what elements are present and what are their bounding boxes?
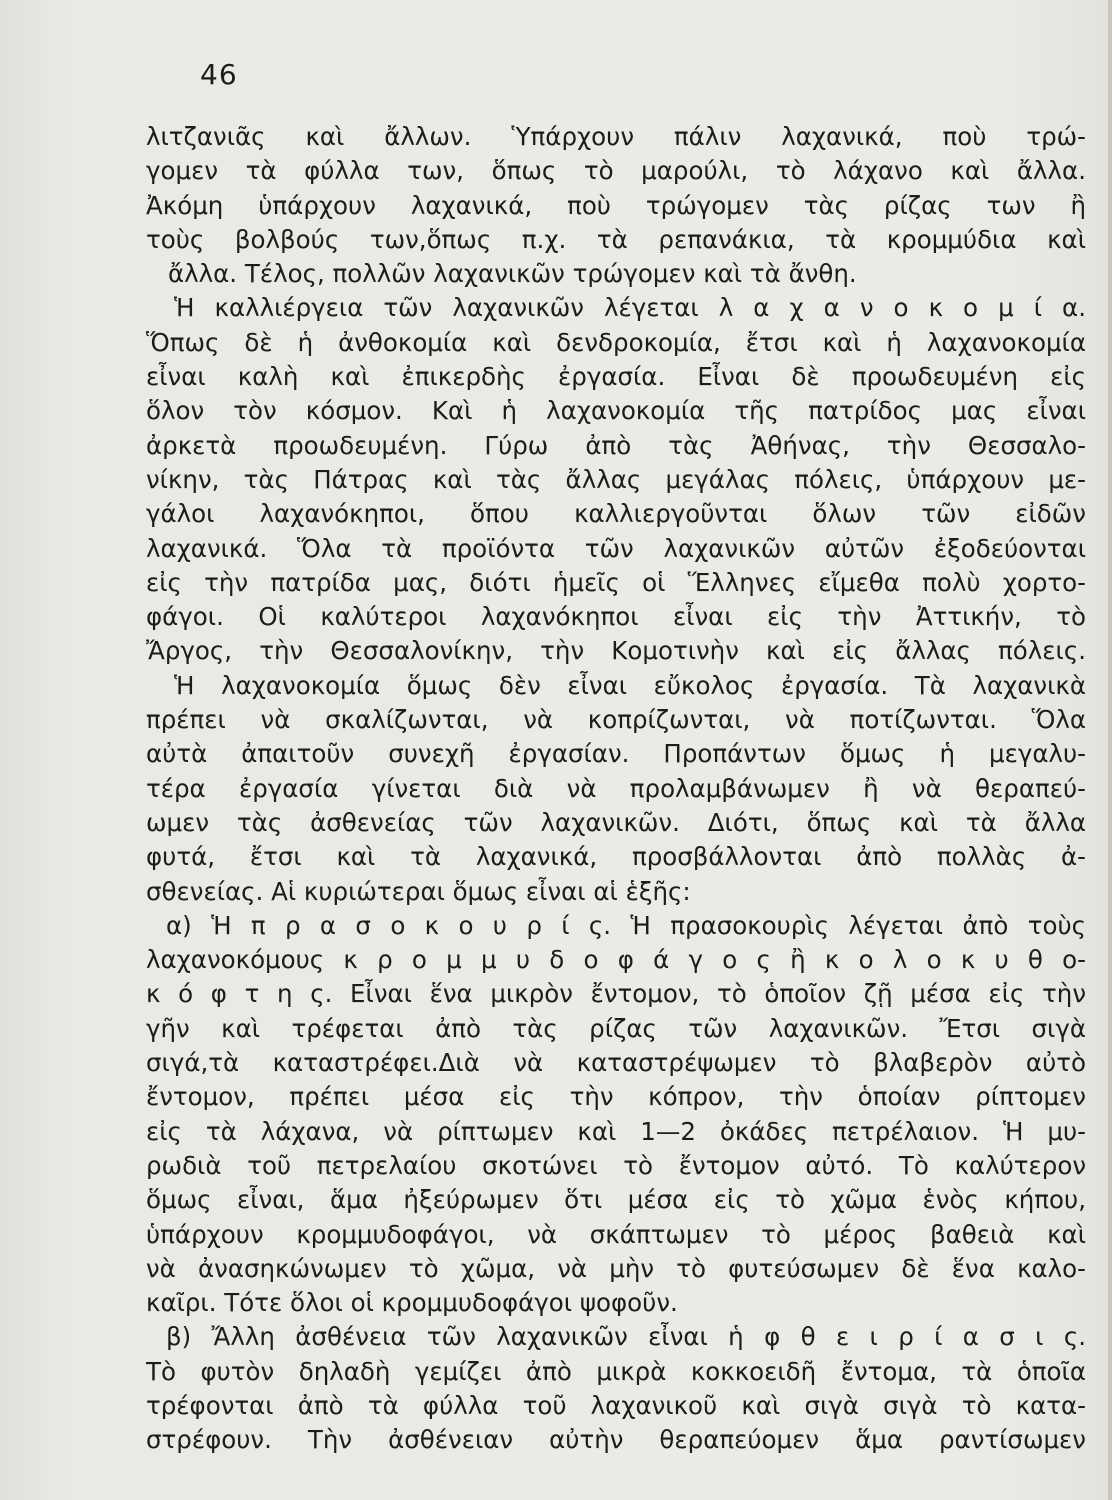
text-line: ὅλον τὸν κόσμον. Καὶ ἡ λαχανοκομία τῆς πατρίδος μας εἶναι: [146, 396, 1086, 426]
text-line: ἀρκετὰ προωδευμένη. Γύρω ἀπὸ τὰς Ἀθήνας, τὴν Θεσσαλο-: [146, 430, 1086, 460]
text-line: λαχανοκόμους κ ρ ο μ μ υ δ ο φ ά γ ο ς ἢ κ ο λ ο κ υ θ ο-: [146, 945, 1086, 975]
text-line: β) Ἄλλη ἀσθένεια τῶν λαχανικῶν εἶναι ἡ φ θ ε ι ρ ί α σ ι ς.: [166, 1322, 1086, 1352]
text-line: ρωδιὰ τοῦ πετρελαίου σκοτώνει τὸ ἔντομον αὐτό. Τὸ καλύτερον: [146, 1150, 1086, 1180]
text-line: καῖρι. Τότε ὅλοι οἱ κρομμυδοφάγοι ψοφοῦν.: [146, 1288, 678, 1318]
text-line: ωμεν τὰς ἀσθενείας τῶν λαχανικῶν. Διότι, ὅπως καὶ τὰ ἄλλα: [146, 807, 1086, 837]
text-line: Ἡ λαχανοκομία ὅμως δὲν εἶναι εὔκολος ἐργασία. Τὰ λαχανικὰ: [174, 670, 1086, 700]
text-line: λιτζανιᾶς καὶ ἄλλων. Ὑπάρχουν πάλιν λαχανικά, ποὺ τρώ-: [146, 122, 1086, 151]
text-line: σιγά,τὰ καταστρέφει.Διὰ νὰ καταστρέψωμεν τὸ βλαβερὸν αὐτὸ: [146, 1048, 1086, 1078]
text-line: Ὅπως δὲ ἡ ἀνθοκομία καὶ δενδροκομία, ἔτσι καὶ ἡ λαχανοκομία: [146, 327, 1086, 357]
page-edge-shadow: [1108, 0, 1112, 1500]
text-line: γομεν τὰ φύλλα των, ὅπως τὸ μαρούλι, τὸ λάχανο καὶ ἄλλα.: [146, 156, 1086, 186]
text-line: εἰς τὴν πατρίδα μας, διότι ἡμεῖς οἱ Ἕλληνες εἴμεθα πολὺ χορτο-: [146, 567, 1086, 597]
text-line: κ ό φ τ η ς. Εἶναι ἕνα μικρὸν ἔντομον, τὸ ὁποῖον ζῇ μέσα εἰς τὴν: [146, 979, 1086, 1009]
text-line: στρέφουν. Τὴν ἀσθένειαν αὐτὴν θεραπεύομεν ἅμα ραντίσωμεν: [146, 1425, 1086, 1455]
text-line: Ἡ καλλιέργεια τῶν λαχανικῶν λέγεται λ α χ α ν ο κ ο μ ί α.: [174, 293, 1086, 323]
text-line: τρέφονται ἀπὸ τὰ φύλλα τοῦ λαχανικοῦ καὶ σιγὰ σιγὰ τὸ κατα-: [146, 1390, 1086, 1420]
text-line: φυτά, ἔτσι καὶ τὰ λαχανικά, προσβάλλονται ἀπὸ πολλὰς ἀ-: [146, 842, 1086, 872]
text-line: λαχανικά. Ὅλα τὰ προϊόντα τῶν λαχανικῶν αὐτῶν ἐξοδεύονται: [146, 533, 1086, 563]
text-line: φάγοι. Οἱ καλύτεροι λαχανόκηποι εἶναι εἰς τὴν Ἀττικήν, τὸ: [146, 602, 1086, 632]
text-line: γῆν καὶ τρέφεται ἀπὸ τὰς ρίζας τῶν λαχανικῶν. Ἔτσι σιγὰ: [146, 1013, 1086, 1043]
text-line: αὐτὰ ἀπαιτοῦν συνεχῆ ἐργασίαν. Προπάντων ὅμως ἡ μεγαλυ-: [146, 739, 1086, 769]
text-line: εἶναι καλὴ καὶ ἐπικερδὴς ἐργασία. Εἶναι δὲ προωδευμένη εἰς: [146, 362, 1086, 392]
text-line: γάλοι λαχανόκηποι, ὅπου καλλιεργοῦνται ὅλων τῶν εἰδῶν: [146, 499, 1086, 529]
text-line: πρέπει νὰ σκαλίζωνται, νὰ κοπρίζωνται, νὰ ποτίζωνται. Ὅλα: [146, 705, 1086, 735]
text-line: ὑπάρχουν κρομμυδοφάγοι, νὰ σκάπτωμεν τὸ μέρος βαθειὰ καὶ: [146, 1219, 1086, 1249]
text-line: σθενείας. Αἱ κυριώτεραι ὅμως εἶναι αἱ ἑξῆς:: [146, 876, 691, 906]
text-line: νὰ ἀνασηκώνωμεν τὸ χῶμα, νὰ μὴν τὸ φυτεύσωμεν δὲ ἕνα καλο-: [146, 1253, 1086, 1283]
body-text: [146, 120, 1086, 1458]
text-line: τοὺς βολβούς των,ὅπως π.χ. τὰ ρεπανάκια, τὰ κρομμύδια καὶ: [146, 224, 1086, 254]
text-line: Ἄργος, τὴν Θεσσαλονίκην, τὴν Κομοτινὴν καὶ εἰς ἄλλας πόλεις.: [146, 636, 1086, 666]
text-line: Τὸ φυτὸν δηλαδὴ γεμίζει ἀπὸ μικρὰ κοκκοειδῆ ἔντομα, τὰ ὁποῖα: [146, 1356, 1086, 1386]
page-number: 46: [200, 58, 238, 91]
text-line: ἄλλα. Τέλος, πολλῶν λαχανικῶν τρώγομεν καὶ τὰ ἄνθη.: [168, 259, 857, 289]
text-line: Ἀκόμη ὑπάρχουν λαχανικά, ποὺ τρώγομεν τὰς ρίζας των ἢ: [146, 190, 1086, 220]
text-line: τέρα ἐργασία γίνεται διὰ νὰ προλαμβάνωμεν ἢ νὰ θεραπεύ-: [146, 773, 1086, 803]
text-line: εἰς τὰ λάχανα, νὰ ρίπτωμεν καὶ 1—2 ὀκάδες πετρέλαιον. Ἡ μυ-: [146, 1116, 1086, 1146]
text-line: ἔντομον, πρέπει μέσα εἰς τὴν κόπρον, τὴν ὁποίαν ρίπτομεν: [146, 1082, 1086, 1112]
text-line: νίκην, τὰς Πάτρας καὶ τὰς ἄλλας μεγάλας πόλεις, ὑπάρχουν με-: [146, 464, 1086, 494]
text-line: ὅμως εἶναι, ἅμα ἠξεύρωμεν ὅτι μέσα εἰς τὸ χῶμα ἑνὸς κήπου,: [146, 1185, 1086, 1215]
text-line: α) Ἡ π ρ α σ ο κ ο υ ρ ί ς. Ἡ πρασοκουρὶς λέγεται ἀπὸ τοὺς: [166, 910, 1086, 940]
